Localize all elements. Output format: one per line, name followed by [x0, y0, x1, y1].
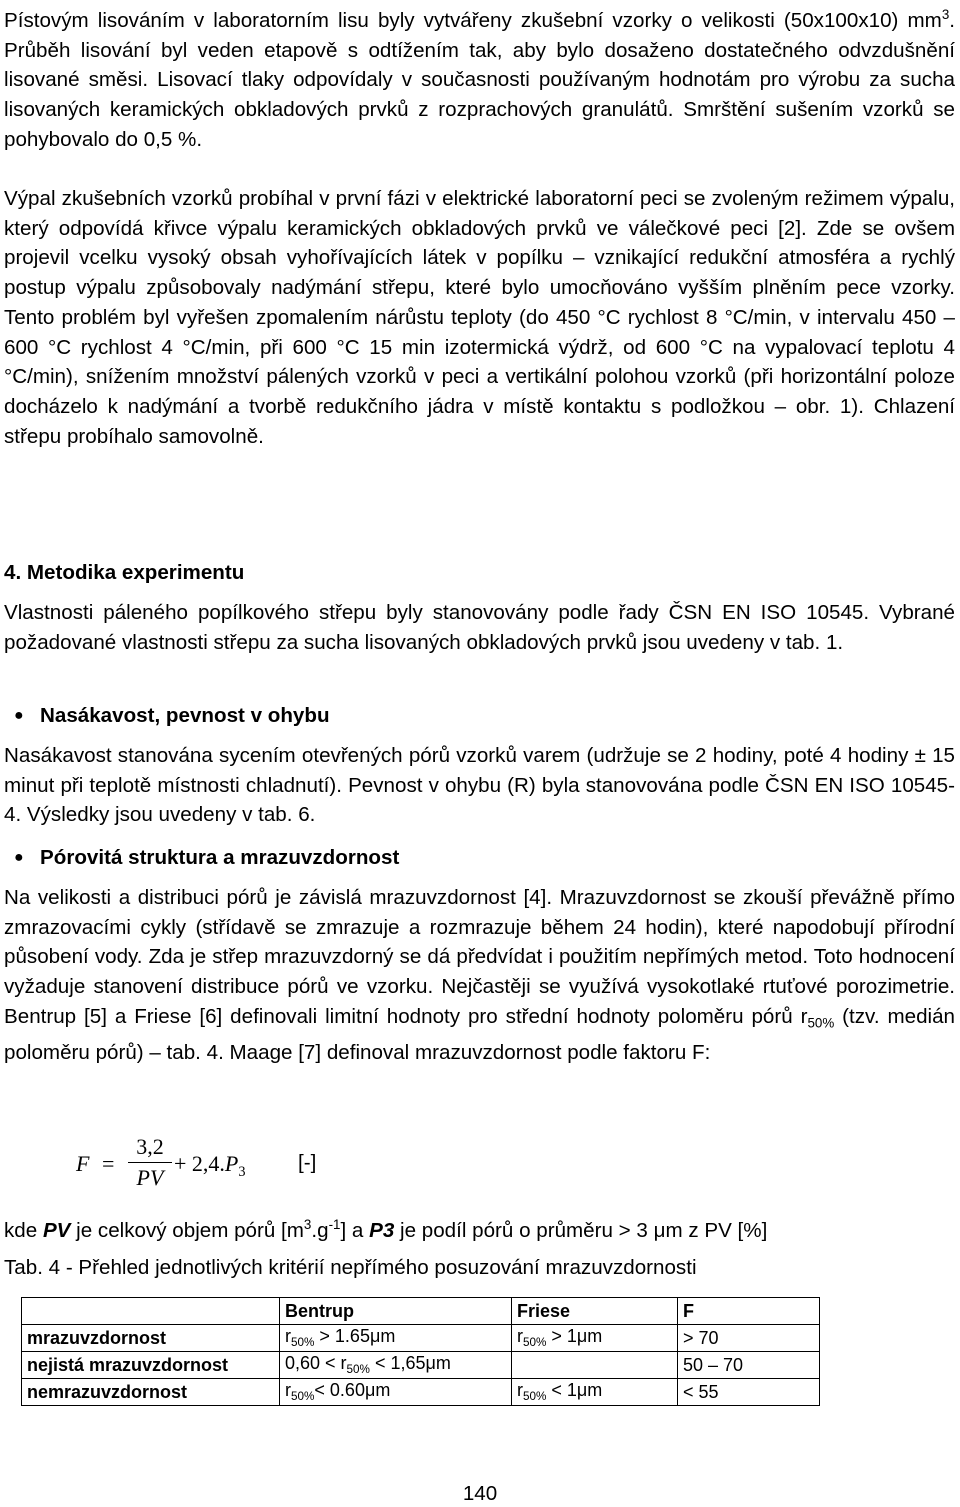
superscript: 3: [941, 7, 950, 22]
subscript: 50%: [523, 1336, 547, 1350]
formula-lhs: F: [76, 1151, 90, 1176]
paragraph-text: . Průběh lisování byl veden etapově s odtížením tak, aby bylo dosaženo dostatečného odvzdušnění lisované směsi. Lisovací tlaky odpovídaly v současnosti používaným hodnotám pro výrobu za sucha lisovaných keramických obkladových prvků z rozprachových granulátů. Smrštění sušením vzorků se pohybovalo do 0,5 %.: [4, 9, 955, 151]
fraction-numerator: 3,2: [136, 1134, 164, 1159]
table-row: [22, 1352, 820, 1379]
formula-rest: [174, 1151, 246, 1181]
cell-text: > 1.65μm: [314, 1326, 396, 1347]
table-header-cell: Bentrup: [280, 1298, 512, 1325]
table-row: [22, 1379, 820, 1406]
bullet-icon: ●: [14, 707, 24, 724]
formula-equals: =: [102, 1151, 115, 1176]
table-row-label: mrazuvzdornost: [22, 1325, 280, 1352]
table-cell: [280, 1325, 512, 1352]
legend-text: je podíl pórů o průměru > 3 μm z PV [%]: [394, 1219, 768, 1243]
superscript: 3: [303, 1217, 312, 1232]
paragraph-absorption: Nasákavost stanována sycením otevřených pórů vzorků varem (udržuje se 2 hodiny, poté 4 hodiny ± 15 minut při teplotě místnosti chladnutí). Pevnost v ohybu (R) byla stanovována podle ČSN EN ISO 10545-4. Výsledky jsou uvedeny v tab. 6.: [4, 744, 955, 827]
cell-text: < 1,65μm: [369, 1353, 451, 1374]
table-header-cell: F: [678, 1298, 820, 1325]
subscript: 50%: [523, 1390, 547, 1404]
cell-text: 0,60 < r: [285, 1353, 347, 1374]
fraction-bar: [128, 1162, 172, 1163]
table-row-label: nemrazuvzdornost: [22, 1379, 280, 1406]
cell-text: r: [285, 1326, 291, 1347]
table-cell: 50 – 70: [678, 1352, 820, 1379]
cell-text: > 1μm: [546, 1326, 603, 1347]
paragraph-firing: Výpal zkušebních vzorků probíhal v první fázi v elektrické laboratorní peci se zvoleným režimem výpalu, který odpovídá křivce výpalu keramických obkladových prvků ve válečkové peci [2]. Zde se ovšem projevil vcelku vysoký obsah vyhořívajících látek v popílku – vznikající redukční atmosféra a rychlý postup výpalu způsobovaly nadýmání střepu, které bylo umocňováno vyšším plněním pece vzorky. Tento problém byl vyřešen zpomalením nárůstu teploty (do 450 °C rychlost 8 °C/min, v intervalu 450 – 600 °C rychlost 4 °C/min, při 600 °C 15 min izotermická výdrž, od 600 °C na vypalovací teplotu 4 °C/min), snížením množství pálených vzorků v peci a vertikální polohou vzorků (při horizontální poloze docházelo k nadýmání a tvorbě redukčního jádra v místě kontaktu s podložkou – obr. 1). Chlazení střepu probíhalo samovolně.: [4, 187, 955, 448]
formula-term: + 2,4.: [174, 1151, 225, 1176]
legend-variable-pv: PV: [42, 1219, 71, 1243]
formula-subscript: 3: [238, 1164, 246, 1180]
table-row-label: nejistá mrazuvzdornost: [22, 1352, 280, 1379]
formula-variable: P: [224, 1151, 239, 1176]
maage-formula: [76, 1133, 476, 1203]
paragraph-text: (tzv. medián poloměru pórů) – tab. 4. Maage [7] definoval mrazuvzdornost podle faktoru F:: [4, 1004, 956, 1065]
table-header-cell: [22, 1298, 280, 1325]
paragraph-frost-resistance: [4, 883, 955, 1068]
table-row: [22, 1325, 820, 1352]
bullet-icon: ●: [14, 849, 24, 866]
cell-text: r: [517, 1380, 523, 1401]
table-cell: > 70: [678, 1325, 820, 1352]
subscript: 50%: [291, 1336, 315, 1350]
legend-text: ] a: [340, 1219, 370, 1243]
formula-fraction: [128, 1133, 172, 1192]
legend-variable-p3: P3: [369, 1219, 395, 1243]
subscript: 50%: [807, 1015, 835, 1031]
superscript: -1: [328, 1217, 341, 1232]
legend-text: je celkový objem pórů [m: [70, 1219, 304, 1243]
subscript: 50%: [346, 1363, 370, 1377]
paragraph-text: Pístovým lisováním v laboratorním lisu byly vytvářeny zkušební vzorky o velikosti (50x100x10) mm: [4, 9, 942, 33]
table-cell: < 55: [678, 1379, 820, 1406]
table-cell: [280, 1352, 512, 1379]
cell-text: < 1μm: [546, 1380, 603, 1401]
section-heading: 4. Metodika experimentu: [4, 561, 245, 584]
table-cell: [512, 1379, 678, 1406]
table-caption: Tab. 4 - Přehled jednotlivých kritérií nepřímého posuzování mrazuvzdornosti: [4, 1256, 697, 1279]
cell-text: r: [517, 1326, 523, 1347]
page-number: 140: [462, 1482, 498, 1505]
table-cell: [512, 1352, 678, 1379]
criteria-table: [21, 1297, 820, 1406]
legend-text: .g: [311, 1219, 329, 1243]
formula-unit: [-]: [298, 1151, 317, 1174]
cell-text: r: [285, 1380, 291, 1401]
fraction-denominator: PV: [136, 1165, 164, 1190]
table-header-row: [22, 1298, 820, 1325]
subscript: 50%: [291, 1390, 315, 1404]
bullet-label: Nasákavost, pevnost v ohybu: [40, 704, 330, 727]
table-header-cell: Friese: [512, 1298, 678, 1325]
bullet-heading-porosity: [14, 843, 400, 873]
paragraph-text: Na velikosti a distribuci pórů je závislá mrazuvzdornost [4]. Mrazuvzdornost se zkouší převážně přímo zmrazovacími cykly (střídavě se zmrazuje a rozmrazuje během 24 hodin), které napodobují přírodní působení vody. Zda je střep mrazuvzdorný se dá předvídat i použitím nepřímých metod. Toto hodnocení vyžaduje stanovení distribuce pórů ve vzorku. Nejčastěji se využívá vysokotlaké rtuťové porozimetrie. Bentrup [5] a Friese [6] definovali limitní hodnoty pro střední hodnoty poloměru pórů r: [4, 886, 955, 1028]
cell-text: < 0.60μm: [314, 1380, 391, 1401]
bullet-heading-absorption: [14, 701, 330, 731]
paragraph-formula-legend: [4, 1210, 955, 1246]
paragraph-pressing: [4, 0, 955, 155]
table-cell: [512, 1325, 678, 1352]
table-cell: [280, 1379, 512, 1406]
legend-text: kde: [4, 1219, 43, 1243]
bullet-label: Pórovitá struktura a mrazuvzdornost: [40, 846, 400, 869]
paragraph-methods: Vlastnosti páleného popílkového střepu byly stanovovány podle řady ČSN EN ISO 10545. Vybrané požadované vlastnosti střepu za sucha lisovaných obkladových prvků jsou uvedeny v tab. 1.: [4, 601, 955, 654]
